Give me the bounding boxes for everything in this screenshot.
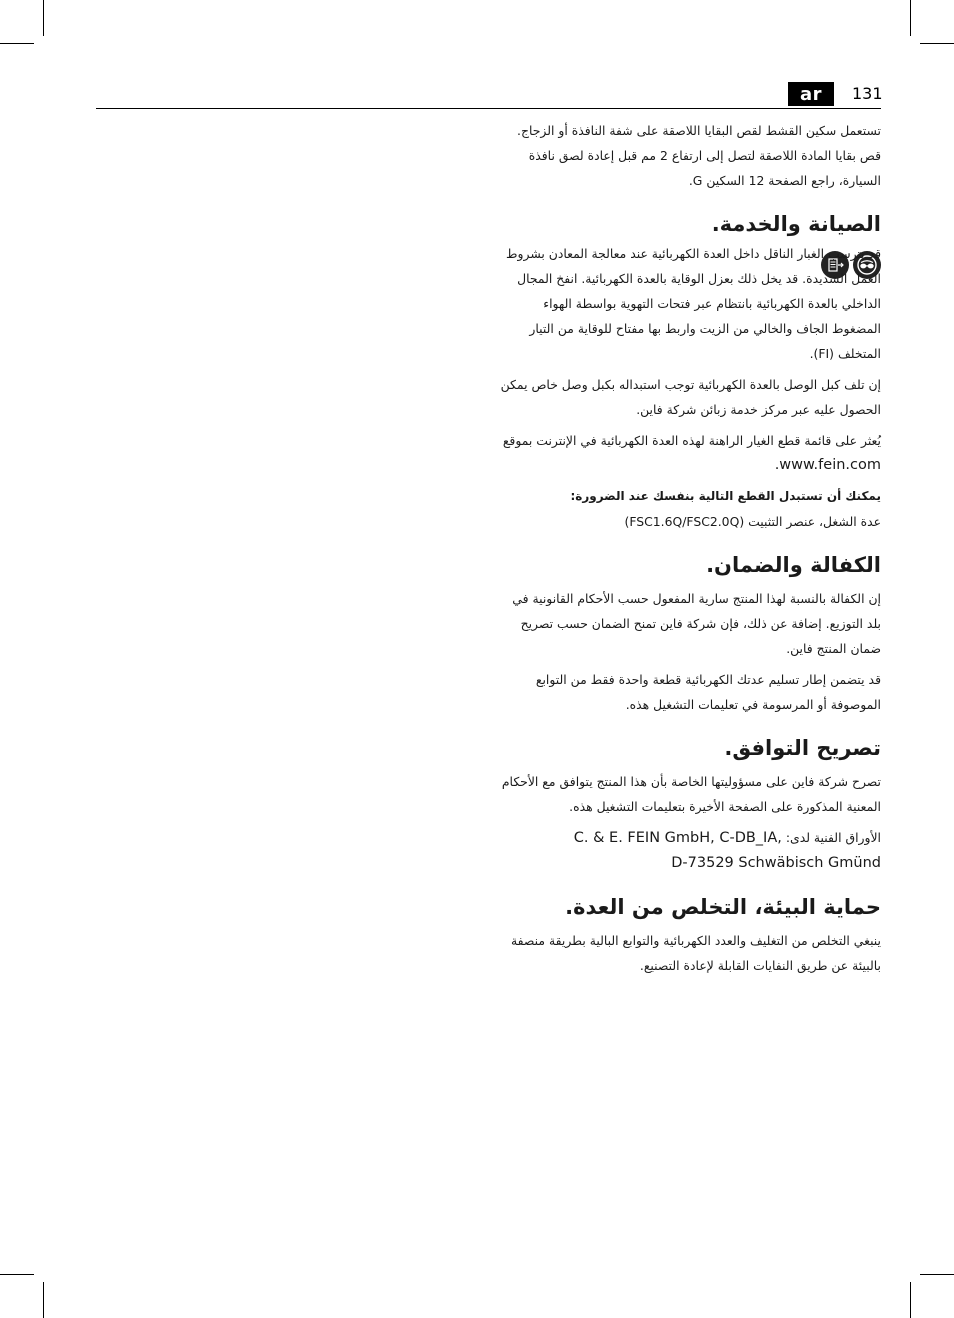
- conformity-paragraph: تصرح شركة فاين على مسؤوليتها الخاصة بأن هذا المنتج يتوافق مع الأحكام المعنية المذكورة على الصفحة الأخيرة بتعليمات التشغيل هذه.: [501, 774, 881, 814]
- header-rule: [96, 108, 881, 109]
- technical-docs-label: الأوراق الفنية لدى:: [785, 830, 881, 845]
- environment-heading: حماية البيئة، التخلص من العدة.: [565, 895, 881, 919]
- maintenance-heading: الصيانة والخدمة.: [711, 212, 881, 236]
- warranty-heading: الكفالة والضمان.: [706, 553, 881, 577]
- page-number: 131: [852, 84, 883, 103]
- spare-parts-text: يُعثر على قائمة قطع الغيار الراهنة لهذه العدة الكهربائية في الإنترنت بموقع: [502, 433, 881, 448]
- crop-mark: [920, 43, 954, 44]
- warranty-paragraph-1: إن الكفالة بالنسبة لهذا المنتج سارية المفعول حسب الأحكام القانونية في بلد التوزيع. إضافة عن ذلك، فإن شركة فاين تمنح الضمان حسب تصريح ضمان المنتج فاين.: [512, 591, 881, 656]
- main-column: [500, 118, 881, 984]
- crop-mark: [43, 1282, 44, 1318]
- crop-mark: [43, 0, 44, 36]
- maintenance-paragraph-1: قد يترسب الغبار الناقل داخل العدة الكهربائية عند معالجة المعادن بشروط العمل الشديدة. قد يخل ذلك بعزل الوقاية بالعدة الكهربائية. انفخ المجال الداخلي بالعدة الكهربائية بانتظام عبر فتحات التهوية بواسطة الهواء المضغوط الجاف والخالي من الزيت واربط بها مفتاح للوقاية من التيار المتخلف (FI).: [506, 246, 881, 361]
- crop-mark: [0, 1274, 34, 1275]
- environment-paragraph: ينبغي التخلص من التغليف والعدد الكهربائية والتوابع البالية بطريقة منصفة بالبيئة عن طريق النفايات القابلة لإعادة التصنيع.: [510, 933, 881, 973]
- conformity-heading: تصريح التوافق.: [724, 736, 881, 760]
- technical-docs-address: D-73529 Schwäbisch Gmünd: [671, 855, 881, 871]
- crop-mark: [910, 0, 911, 36]
- warranty-paragraph-2: قد يتضمن إطار تسليم عدتك الكهربائية قطعة واحدة فقط من التوابع الموصوفة أو المرسومة في تعليمات التشغيل هذه.: [535, 672, 881, 712]
- website-link-line: [500, 453, 881, 478]
- replaceable-parts-list: عدة الشغل، عنصر التثبيت (FSC1.6Q/FSC2.0Q): [624, 514, 881, 529]
- crop-mark: [920, 1274, 954, 1275]
- maintenance-paragraph-2: إن تلف كبل الوصل بالعدة الكهربائية توجب استبداله بكبل وصل خاص يمكن الحصول عليه عبر مركز خدمة زبائن شركة فاين.: [500, 377, 881, 417]
- fein-website-link[interactable]: .www.fein.com: [774, 457, 881, 473]
- replaceable-parts-label: يمكنك أن تستبدل القطع التالية بنفسك عند الضرورة:: [570, 489, 881, 503]
- technical-docs-company: C. & E. FEIN GmbH, C-DB_IA,: [573, 830, 782, 846]
- intro-paragraph: تستعمل سكين القشط لقص البقايا اللاصقة على شفة النافذة أو الزجاج. قص بقايا المادة اللاصقة لتصل إلى ارتفاع 2 مم قبل إعادة لصق نافذة السيارة، راجع الصفحة 12 السكين G.: [517, 123, 881, 188]
- maintenance-paragraph-3: [500, 428, 881, 453]
- crop-mark: [910, 1282, 911, 1318]
- crop-mark: [0, 43, 34, 44]
- language-badge: ar: [788, 82, 834, 106]
- technical-docs-line: [500, 825, 881, 851]
